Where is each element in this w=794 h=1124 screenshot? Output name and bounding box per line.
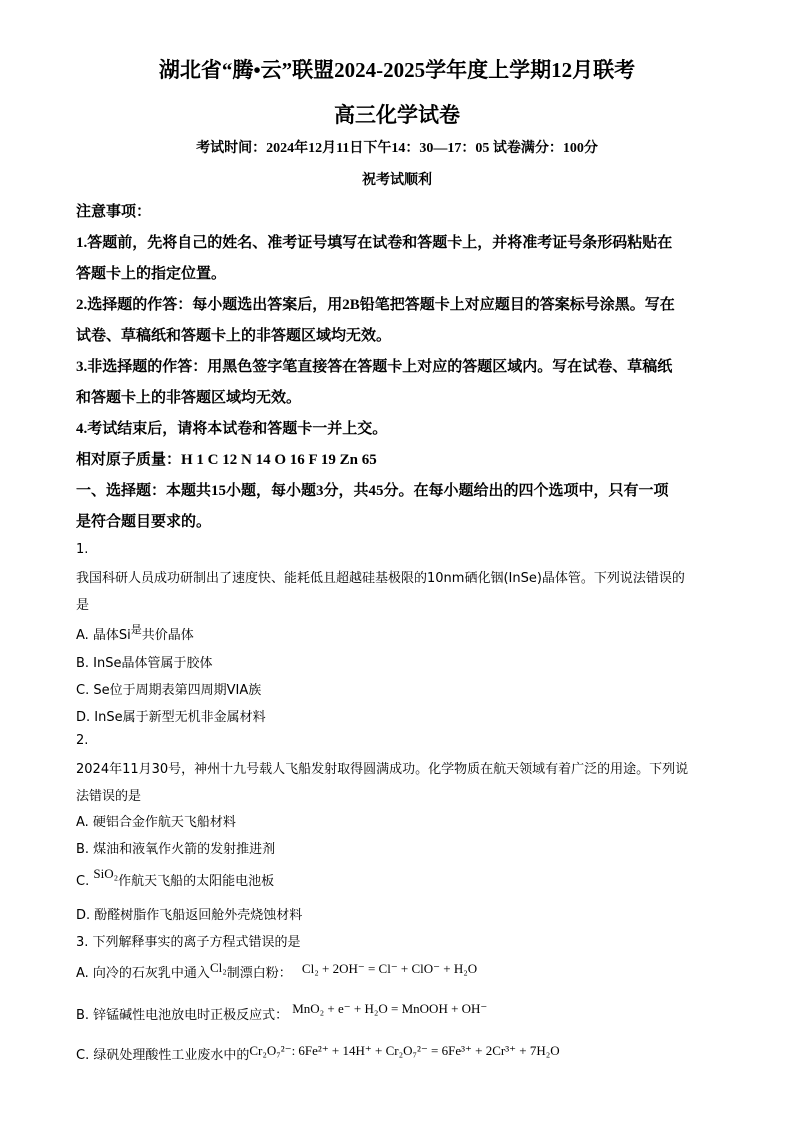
notice-line: 1.答题前，先将自己的姓名、准考证号填写在试卷和答题卡上，并将准考证号条形码粘贴在: [76, 235, 673, 251]
question-stem: 我国科研人员成功研制出了速度快、能耗低且超越硅基极限的10nm硒化铟(InSe)晶体管。下列说法错误的: [76, 571, 685, 586]
blessing: 祝考试顺利: [362, 173, 432, 188]
formula: Cl₂: [209, 960, 227, 975]
option-c: C. Se位于周期表第四周期VIA族: [76, 683, 262, 698]
option-d: D. 酚醛树脂作飞船返回舱外壳烧蚀材料: [76, 908, 303, 923]
notice-line: 和答题卡上的非答题区域均无效。: [76, 390, 302, 406]
question-number: 1.: [76, 542, 89, 557]
question-stem: 2024年11月30号，神州十九号载人飞船发射取得圆满成功。化学物质在航天领域有着广泛的用途。下列说: [76, 762, 689, 777]
exam-info: 考试时间：2024年12月11日下午14：30—17：05 试卷满分：100分: [196, 141, 598, 156]
option-text: 共价晶体: [141, 628, 194, 643]
option-text: 作航天飞船的太阳能电池板: [118, 874, 275, 889]
notice-heading: 注意事项：: [76, 204, 152, 220]
option-d: D. InSe属于新型无机非金属材料: [76, 710, 266, 725]
question-stem: 是: [76, 598, 90, 613]
notice-line: 2.选择题的作答：每小题选出答案后，用2B铅笔把答题卡上对应题目的答案标号涂黑。写在: [76, 297, 675, 313]
formula: SiO₂: [93, 866, 119, 881]
atomic-mass-line: 相对原子质量：H 1 C 12 N 14 O 16 F 19 Zn 65: [76, 452, 377, 468]
equation: MnO₂ + e⁻ + H₂O = MnOOH + OH⁻: [292, 1001, 488, 1016]
option-b: [76, 1001, 488, 1023]
option-text: 制漂白粉：: [226, 966, 292, 981]
notice-line: 答题卡上的指定位置。: [76, 266, 227, 282]
question-stem: 3. 下列解释事实的离子方程式错误的是: [76, 935, 301, 950]
formula: Cr₂O₇²⁻: [249, 1043, 292, 1058]
option-b: B. InSe晶体管属于胶体: [76, 656, 213, 671]
section-instruction: 一、选择题：本题共15小题，每小题3分，共45分。在每小题给出的四个选项中，只有一项: [76, 483, 669, 499]
notice-line: 4.考试结束后，请将本试卷和答题卡一并上交。: [76, 421, 388, 437]
option-c: [76, 1044, 560, 1063]
question-stem: 法错误的是: [76, 789, 142, 804]
option-a: [76, 624, 194, 643]
option-text: B. 锌锰碱性电池放电时正极反应式：: [76, 1008, 289, 1023]
option-text: C.: [76, 874, 90, 889]
question-number: 2.: [76, 733, 89, 748]
option-text: A. 向冷的石灰乳中通入: [76, 966, 210, 981]
equation: : 6Fe²⁺ + 14H⁺ + Cr₂O₇²⁻ = 6Fe³⁺ + 2Cr³⁺ + 7H₂O: [291, 1043, 560, 1058]
section-instruction: 是符合题目要求的。: [76, 514, 212, 530]
exam-subtitle: 高三化学试卷: [334, 103, 460, 127]
option-text: A. 晶体Si: [76, 628, 131, 643]
notice-line: 试卷、草稿纸和答题卡上的非答题区域均无效。: [76, 328, 392, 344]
option-b: B. 煤油和液氧作火箭的发射推进剂: [76, 842, 276, 857]
option-c: [76, 866, 275, 889]
option-overlay-text: 是: [130, 623, 142, 636]
option-a: [76, 962, 477, 981]
equation: Cl₂ + 2OH⁻ = Cl⁻ + ClO⁻ + H₂O: [301, 961, 478, 976]
option-a: A. 硬铝合金作航天飞船材料: [76, 815, 236, 830]
exam-title: 湖北省“腾•云”联盟2024-2025学年度上学期12月联考: [158, 58, 636, 82]
option-text: C. 绿矾处理酸性工业废水中的: [76, 1048, 250, 1063]
notice-line: 3.非选择题的作答：用黑色签字笔直接答在答题卡上对应的答题区域内。写在试卷、草稿纸: [76, 359, 673, 375]
